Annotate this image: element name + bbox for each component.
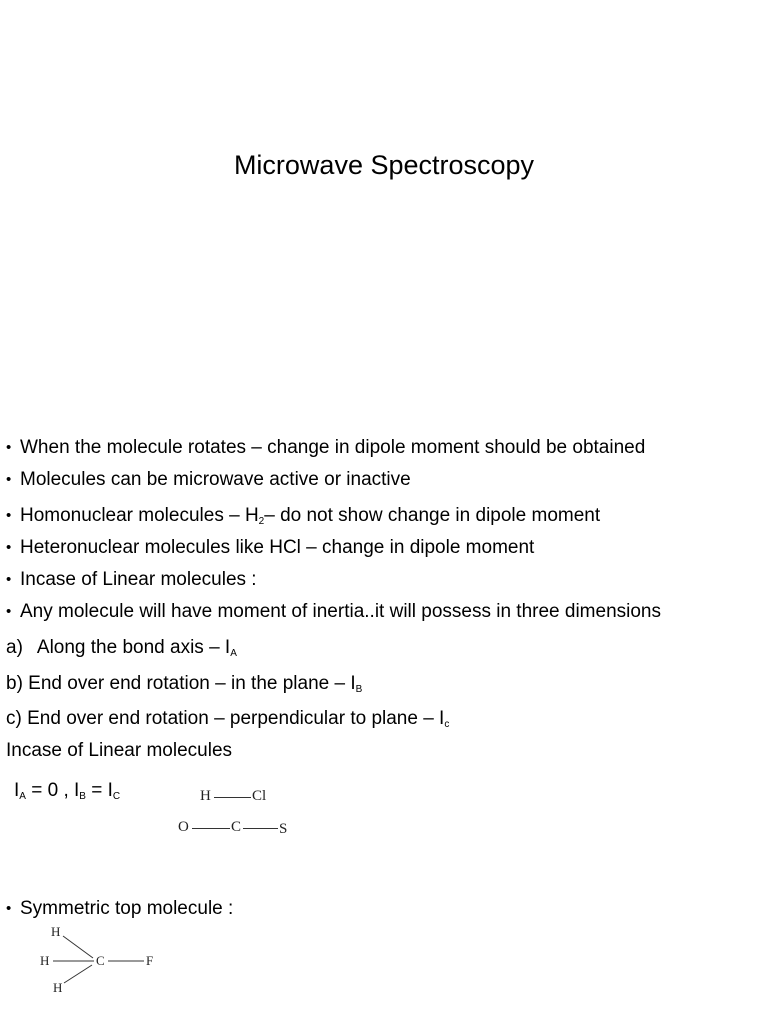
item-b-in-plane: b) End over end rotation – in the plane – $I_B$: [6, 673, 363, 695]
linear-molecules-heading: Incase of Linear molecules: [6, 740, 233, 761]
hcl-bond: [214, 797, 251, 798]
ocs-atom-s: S: [279, 821, 288, 837]
inertia-relation: $I_A = 0$ , $I_B = I_C$: [14, 780, 121, 802]
item-a-bond-axis: a) Along the bond axis – $I_A$: [6, 637, 237, 659]
item-c-perpendicular: c) End over end rotation – perpendicular to plane – $I_c$: [6, 708, 450, 730]
page-title: Microwave Spectroscopy: [233, 150, 535, 180]
bullet-dipole-change: • When the molecule rotates – change in dipole moment should be obtained: [6, 437, 646, 458]
bullet-icon: •: [6, 571, 12, 588]
hcl-atom-h: H: [200, 788, 211, 804]
chf-atom-f: F: [146, 953, 154, 968]
bullet-icon: •: [6, 539, 12, 556]
bullet-icon: •: [6, 471, 12, 488]
bullet-icon: •: [6, 507, 12, 524]
chf-atom-h-top: H: [51, 924, 61, 939]
bullet-icon: •: [6, 900, 12, 917]
ocs-atom-o: O: [178, 819, 189, 835]
bullet-linear-molecules: • Incase of Linear molecules :: [6, 569, 257, 590]
bullet-symmetric-top: • Symmetric top molecule :: [6, 898, 234, 919]
bullet-icon: •: [6, 439, 12, 456]
bullet-heteronuclear: • Heteronuclear molecules like HCl – change in dipole moment: [6, 537, 535, 558]
chf-atom-h-bottom: H: [53, 980, 63, 995]
ocs-atom-c: C: [231, 819, 242, 835]
bullet-active-inactive: • Molecules can be microwave active or inactive: [6, 469, 411, 490]
bullet-moment-of-inertia: • Any molecule will have moment of inertia..it will possess in three dimensions: [6, 601, 661, 622]
chf-atom-h-left: H: [40, 953, 50, 968]
ocs-bond-right: [243, 828, 278, 829]
bullet-icon: •: [6, 603, 12, 620]
chf-bond-h-bottom: [64, 965, 92, 983]
bullet-homonuclear: • Homonuclear molecules – $H_2-$ do not show change in dipole moment: [6, 505, 601, 527]
chf-atom-c: C: [96, 953, 105, 968]
chf-bonds: [0, 0, 200, 1024]
hcl-atom-cl: Cl: [252, 788, 267, 804]
chf-bond-h-top: [63, 936, 93, 958]
